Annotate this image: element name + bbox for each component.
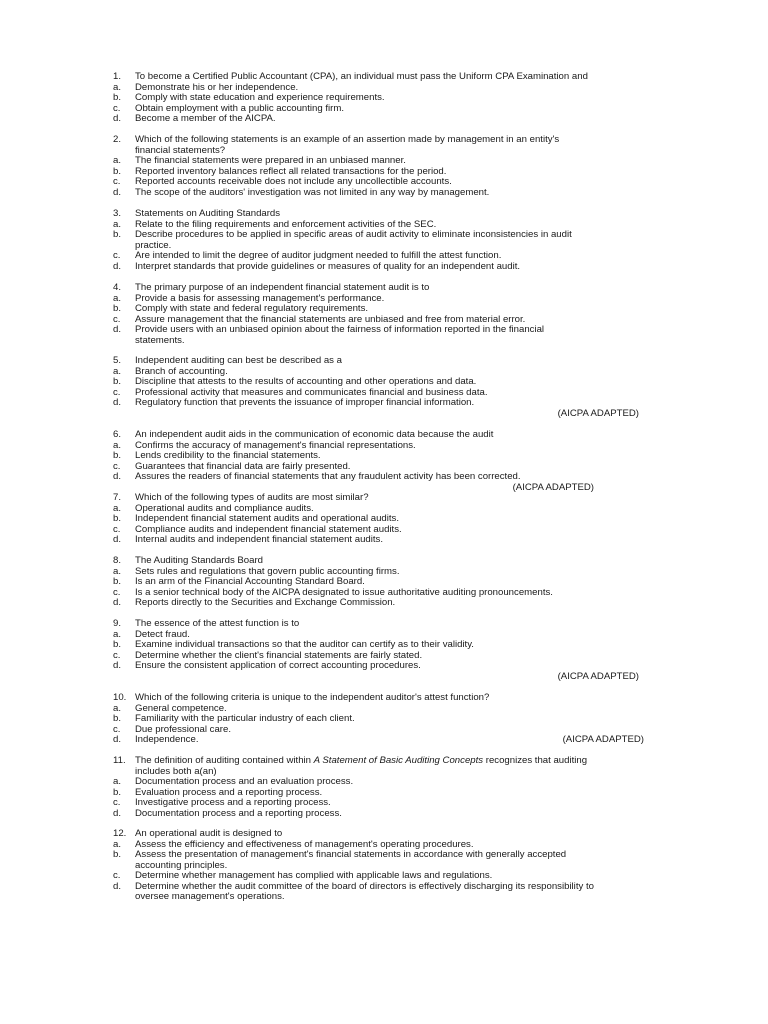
option-text: Assess the presentation of management's financial statements in accordance with generally accepted <box>135 849 567 860</box>
option-text: Investigative process and a reporting process. <box>135 797 331 808</box>
option-text: Demonstrate his or her independence. <box>135 81 299 93</box>
option-text: Is an arm of the Financial Accounting Standard Board. <box>135 576 365 587</box>
option-label: d. <box>113 324 122 335</box>
option-label: a. <box>113 776 122 787</box>
option-label: c. <box>113 102 121 114</box>
option-label: a. <box>113 439 122 451</box>
option-text: Operational audits and compliance audits. <box>135 502 314 514</box>
option-text: Discipline that attests to the results of accounting and other operations and data. <box>135 376 477 387</box>
option-text: Is a senior technical body of the AICPA designated to issue authoritative auditing pronouncements. <box>135 586 553 598</box>
option-label: c. <box>113 250 121 261</box>
question-number: 10. <box>113 692 127 703</box>
question-number: 7. <box>113 492 122 503</box>
question-number: 2. <box>113 134 122 145</box>
option-text: Relate to the filing requirements and enforcement activities of the SEC. <box>135 218 437 230</box>
option-label: b. <box>113 576 122 587</box>
option-text: Determine whether management has complied with applicable laws and regulations. <box>135 870 493 881</box>
option-text: Professional activity that measures and communicates financial and business data. <box>135 386 488 398</box>
option-label: a. <box>113 292 122 304</box>
option-text-cont: oversee management's operations. <box>135 891 285 902</box>
option-label: a. <box>113 702 122 714</box>
question-stem: The essence of the attest function is to <box>135 618 300 629</box>
option-text: Interpret standards that provide guidelines or measures of quality for an independent audit. <box>135 260 521 272</box>
question-stem: Which of the following types of audits are most similar? <box>135 492 369 503</box>
question-number: 6. <box>113 429 122 440</box>
source-note: (AICPA ADAPTED) <box>512 481 594 493</box>
option-label: c. <box>113 870 121 881</box>
option-text-cont: statements. <box>135 334 185 346</box>
option-text: Reports directly to the Securities and Exchange Commission. <box>135 597 396 608</box>
option-text: Provide a basis for assessing management's performance. <box>135 292 385 304</box>
question-1 <box>113 72 683 125</box>
question-number: 5. <box>113 355 122 366</box>
option-label: c. <box>113 723 121 735</box>
option-label: a. <box>113 155 122 166</box>
option-label: d. <box>113 660 122 671</box>
option-text: Ensure the consistent application of correct accounting procedures. <box>135 660 421 671</box>
option-text: Detect fraud. <box>135 628 190 640</box>
question-stem: An operational audit is designed to <box>135 828 283 839</box>
option-text: Guarantees that financial data are fairly presented. <box>135 460 351 472</box>
question-stem-cont: includes both a(an) <box>135 765 217 777</box>
question-number: 1. <box>113 71 122 82</box>
option-text: Branch of accounting. <box>135 365 228 377</box>
option-text: Assures the readers of financial statements that any fraudulent activity has been corrected. <box>135 471 521 482</box>
question-stem: Which of the following statements is an example of an assertion made by management in an entity's <box>135 134 560 145</box>
option-label: a. <box>113 565 122 577</box>
option-text-cont: accounting principles. <box>135 859 228 871</box>
question-stem: An independent audit aids in the communication of economic data because the audit <box>135 429 494 440</box>
option-label: b. <box>113 849 122 860</box>
option-label: a. <box>113 838 122 850</box>
option-label: d. <box>113 597 122 608</box>
question-number: 11. <box>113 755 126 766</box>
option-label: b. <box>113 513 122 524</box>
option-label: d. <box>113 734 122 745</box>
question-number: 12. <box>113 828 127 839</box>
option-label: b. <box>113 92 122 103</box>
option-label: a. <box>113 628 122 640</box>
option-text: Assure management that the financial statements are unbiased and free from material error. <box>135 313 526 325</box>
option-label: d. <box>113 534 122 545</box>
option-text: Documentation process and a reporting process. <box>135 807 342 819</box>
option-label: a. <box>113 81 122 93</box>
option-text: Provide users with an unbiased opinion about the fairness of information reported in the financial <box>135 324 545 335</box>
option-text: Compliance audits and independent financial statement audits. <box>135 523 402 535</box>
question-stem-cont: financial statements? <box>135 144 226 156</box>
option-text: Independence. <box>135 734 199 745</box>
option-text: Due professional care. <box>135 723 231 735</box>
option-label: c. <box>113 797 121 808</box>
option-text: Assess the efficiency and effectiveness of management's operating procedures. <box>135 838 474 850</box>
option-label: b. <box>113 450 122 461</box>
option-label: c. <box>113 460 121 472</box>
option-label: d. <box>113 807 122 819</box>
question-stem: The primary purpose of an independent financial statement audit is to <box>135 282 430 293</box>
question-stem: Independent auditing can best be described as a <box>135 355 342 366</box>
question-stem: Which of the following criteria is unique to the independent auditor's attest function? <box>135 692 490 703</box>
question-8 <box>113 556 683 609</box>
option-text: Determine whether the client's financial statements are fairly stated. <box>135 649 423 661</box>
option-label: c. <box>113 176 121 187</box>
option-text: Confirms the accuracy of management's financial representations. <box>135 439 416 451</box>
question-7 <box>113 493 683 546</box>
option-label: b. <box>113 639 122 650</box>
option-text: Internal audits and independent financial statement audits. <box>135 534 384 545</box>
option-text: Become a member of the AICPA. <box>135 113 276 124</box>
question-3 <box>113 209 683 272</box>
option-label: c. <box>113 313 121 325</box>
option-text: Examine individual transactions so that the auditor can certify as to their validity. <box>135 639 474 650</box>
option-label: c. <box>113 586 121 598</box>
option-label: d. <box>113 880 122 892</box>
option-label: d. <box>113 113 122 124</box>
option-label: b. <box>113 303 122 314</box>
publication-title: A Statement of Basic Auditing Concepts <box>313 755 484 766</box>
question-number: 4. <box>113 282 122 293</box>
option-label: d. <box>113 186 122 198</box>
question-5 <box>113 356 683 419</box>
option-text: Are intended to limit the degree of auditor judgment needed to fulfill the attest function. <box>135 250 502 261</box>
option-label: d. <box>113 260 122 272</box>
option-label: b. <box>113 229 122 240</box>
option-label: b. <box>113 376 122 387</box>
option-label: d. <box>113 397 122 408</box>
option-text: General competence. <box>135 702 227 714</box>
option-label: b. <box>113 165 122 177</box>
option-text: The financial statements were prepared in an unbiased manner. <box>135 155 406 166</box>
option-label: a. <box>113 218 122 230</box>
option-text: Reported inventory balances reflect all related transactions for the period. <box>135 165 447 177</box>
option-text: Lends credibility to the financial statements. <box>135 450 321 461</box>
question-stem: To become a Certified Public Accountant (CPA), an individual must pass the Uniform CPA Examination and <box>135 71 588 82</box>
option-label: b. <box>113 713 122 724</box>
question-11 <box>113 756 683 819</box>
option-text: Sets rules and regulations that govern public accounting firms. <box>135 565 400 577</box>
option-text: Independent financial statement audits and operational audits. <box>135 513 400 524</box>
question-stem: The Auditing Standards Board <box>135 555 264 566</box>
option-label: c. <box>113 523 121 535</box>
option-label: c. <box>113 649 121 661</box>
question-number: 9. <box>113 618 122 629</box>
question-12 <box>113 829 683 903</box>
question-stem: The definition of auditing contained within A Statement of Basic Auditing Concepts recognizes that auditing <box>135 755 588 766</box>
option-text: Determine whether the audit committee of the board of directors is effectively discharging its responsibility to <box>135 880 594 892</box>
option-text: The scope of the auditors' investigation was not limited in any way by management. <box>135 186 490 198</box>
question-number: 3. <box>113 208 122 219</box>
option-text: Documentation process and an evaluation process. <box>135 776 354 787</box>
question-stem: Statements on Auditing Standards <box>135 208 281 219</box>
option-text: Reported accounts receivable does not include any uncollectible accounts. <box>135 176 452 187</box>
option-text: Describe procedures to be applied in specific areas of audit activity to eliminate inconsistencies in audit <box>135 229 572 240</box>
source-note: (AICPA ADAPTED) <box>557 670 639 682</box>
question-10 <box>113 693 683 746</box>
option-text: Obtain employment with a public accounting firm. <box>135 102 345 114</box>
source-note: (AICPA ADAPTED) <box>562 734 644 745</box>
option-text: Comply with state and federal regulatory requirements. <box>135 303 369 314</box>
question-9 <box>113 619 683 682</box>
question-number: 8. <box>113 555 122 566</box>
option-text: Evaluation process and a reporting process. <box>135 786 323 798</box>
option-text: Familiarity with the particular industry of each client. <box>135 713 355 724</box>
question-6 <box>113 430 683 493</box>
option-text: Comply with state education and experience requirements. <box>135 92 385 103</box>
option-label: a. <box>113 365 122 377</box>
question-4 <box>113 283 683 346</box>
source-note: (AICPA ADAPTED) <box>557 407 639 419</box>
option-label: c. <box>113 386 121 398</box>
option-label: b. <box>113 786 122 798</box>
option-label: a. <box>113 502 122 514</box>
option-text: Regulatory function that prevents the issuance of improper financial information. <box>135 397 475 408</box>
option-label: d. <box>113 471 122 482</box>
option-text-cont: practice. <box>135 239 172 251</box>
question-2 <box>113 135 683 198</box>
